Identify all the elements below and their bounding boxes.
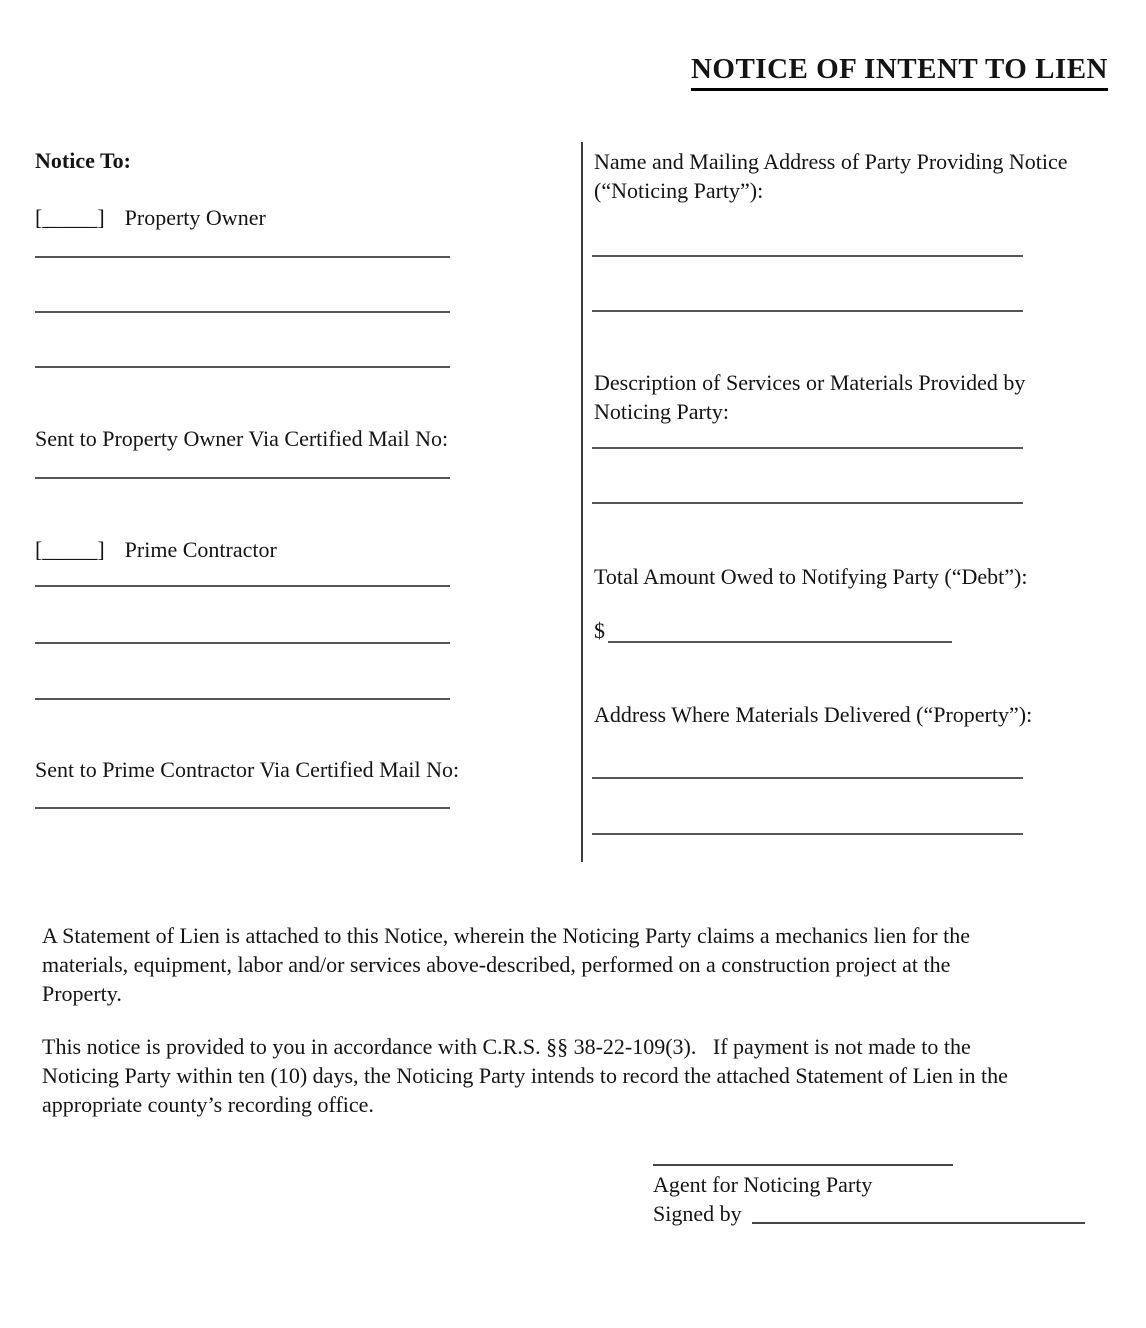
description-heading — [594, 368, 1025, 426]
legal-notice-paragraph-line-3: appropriate county’s recording office. — [42, 1092, 374, 1117]
property-address-heading: Address Where Materials Delivered (“Property”): — [594, 702, 1033, 727]
agent-label: Agent for Noticing Party — [653, 1172, 873, 1197]
page-title: NOTICE OF INTENT TO LIEN — [691, 53, 1108, 91]
agent-signature-line[interactable] — [653, 1164, 953, 1166]
property-owner-option-label: Property Owner — [124, 205, 266, 230]
statement-paragraph — [42, 921, 970, 1008]
description-heading-line-2: Noticing Party: — [594, 399, 730, 424]
signature-block — [653, 1164, 1085, 1228]
description-line-1[interactable] — [592, 447, 1023, 449]
property-address-line-2[interactable] — [592, 833, 1023, 835]
prime-contractor-name-line[interactable] — [35, 585, 450, 587]
property-address-line-1[interactable] — [592, 777, 1023, 779]
column-divider — [581, 142, 583, 862]
property-owner-option — [35, 203, 266, 232]
legal-notice-paragraph-line-2: Noticing Party within ten (10) days, the Noticing Party intends to record the attached Statement of Lien in the — [42, 1063, 1008, 1088]
property-owner-certified-mail-line[interactable] — [35, 477, 450, 479]
statement-paragraph-line-3: Property. — [42, 981, 122, 1006]
description-line-2[interactable] — [592, 502, 1023, 504]
legal-notice-paragraph — [42, 1032, 1008, 1119]
statement-paragraph-line-2: materials, equipment, labor and/or services above-described, performed on a construction project at the — [42, 952, 951, 977]
noticing-party-address-line[interactable] — [592, 310, 1023, 312]
property-owner-address-line-1[interactable] — [35, 311, 450, 313]
noticing-party-heading-line-1: Name and Mailing Address of Party Providing Notice — [594, 149, 1068, 174]
sent-property-owner-label: Sent to Property Owner Via Certified Mail No: — [35, 426, 449, 451]
signed-by-line[interactable] — [752, 1222, 1085, 1224]
prime-contractor-checkbox[interactable]: [_____] — [35, 537, 105, 562]
description-heading-line-1: Description of Services or Materials Provided by — [594, 370, 1026, 395]
signed-by-label: Signed by — [653, 1201, 742, 1226]
property-owner-name-line[interactable] — [35, 256, 450, 258]
notice-to-heading: Notice To: — [35, 148, 131, 173]
legal-notice-paragraph-line-1: This notice is provided to you in accordance with C.R.S. §§ 38-22-109(3). If payment is not made to the — [42, 1034, 971, 1059]
sent-prime-contractor-label: Sent to Prime Contractor Via Certified Mail No: — [35, 757, 460, 782]
prime-contractor-address-line-2[interactable] — [35, 698, 450, 700]
noticing-party-heading-line-2: (“Noticing Party”): — [594, 178, 764, 203]
dollar-sign: $ — [594, 618, 605, 643]
property-owner-checkbox[interactable]: [_____] — [35, 205, 105, 230]
statement-paragraph-line-1: A Statement of Lien is attached to this Notice, wherein the Noticing Party claims a mechanics lien for the — [42, 923, 971, 948]
prime-contractor-option-label: Prime Contractor — [124, 537, 277, 562]
prime-contractor-address-line-1[interactable] — [35, 642, 450, 644]
prime-contractor-option — [35, 535, 277, 564]
signed-by-row — [653, 1199, 1085, 1228]
debt-amount-line[interactable] — [608, 641, 952, 643]
total-amount-heading: Total Amount Owed to Notifying Party (“Debt”): — [594, 564, 1028, 589]
noticing-party-heading — [594, 147, 1068, 205]
prime-contractor-certified-mail-line[interactable] — [35, 807, 450, 809]
noticing-party-name-line[interactable] — [592, 255, 1023, 257]
property-owner-address-line-2[interactable] — [35, 366, 450, 368]
